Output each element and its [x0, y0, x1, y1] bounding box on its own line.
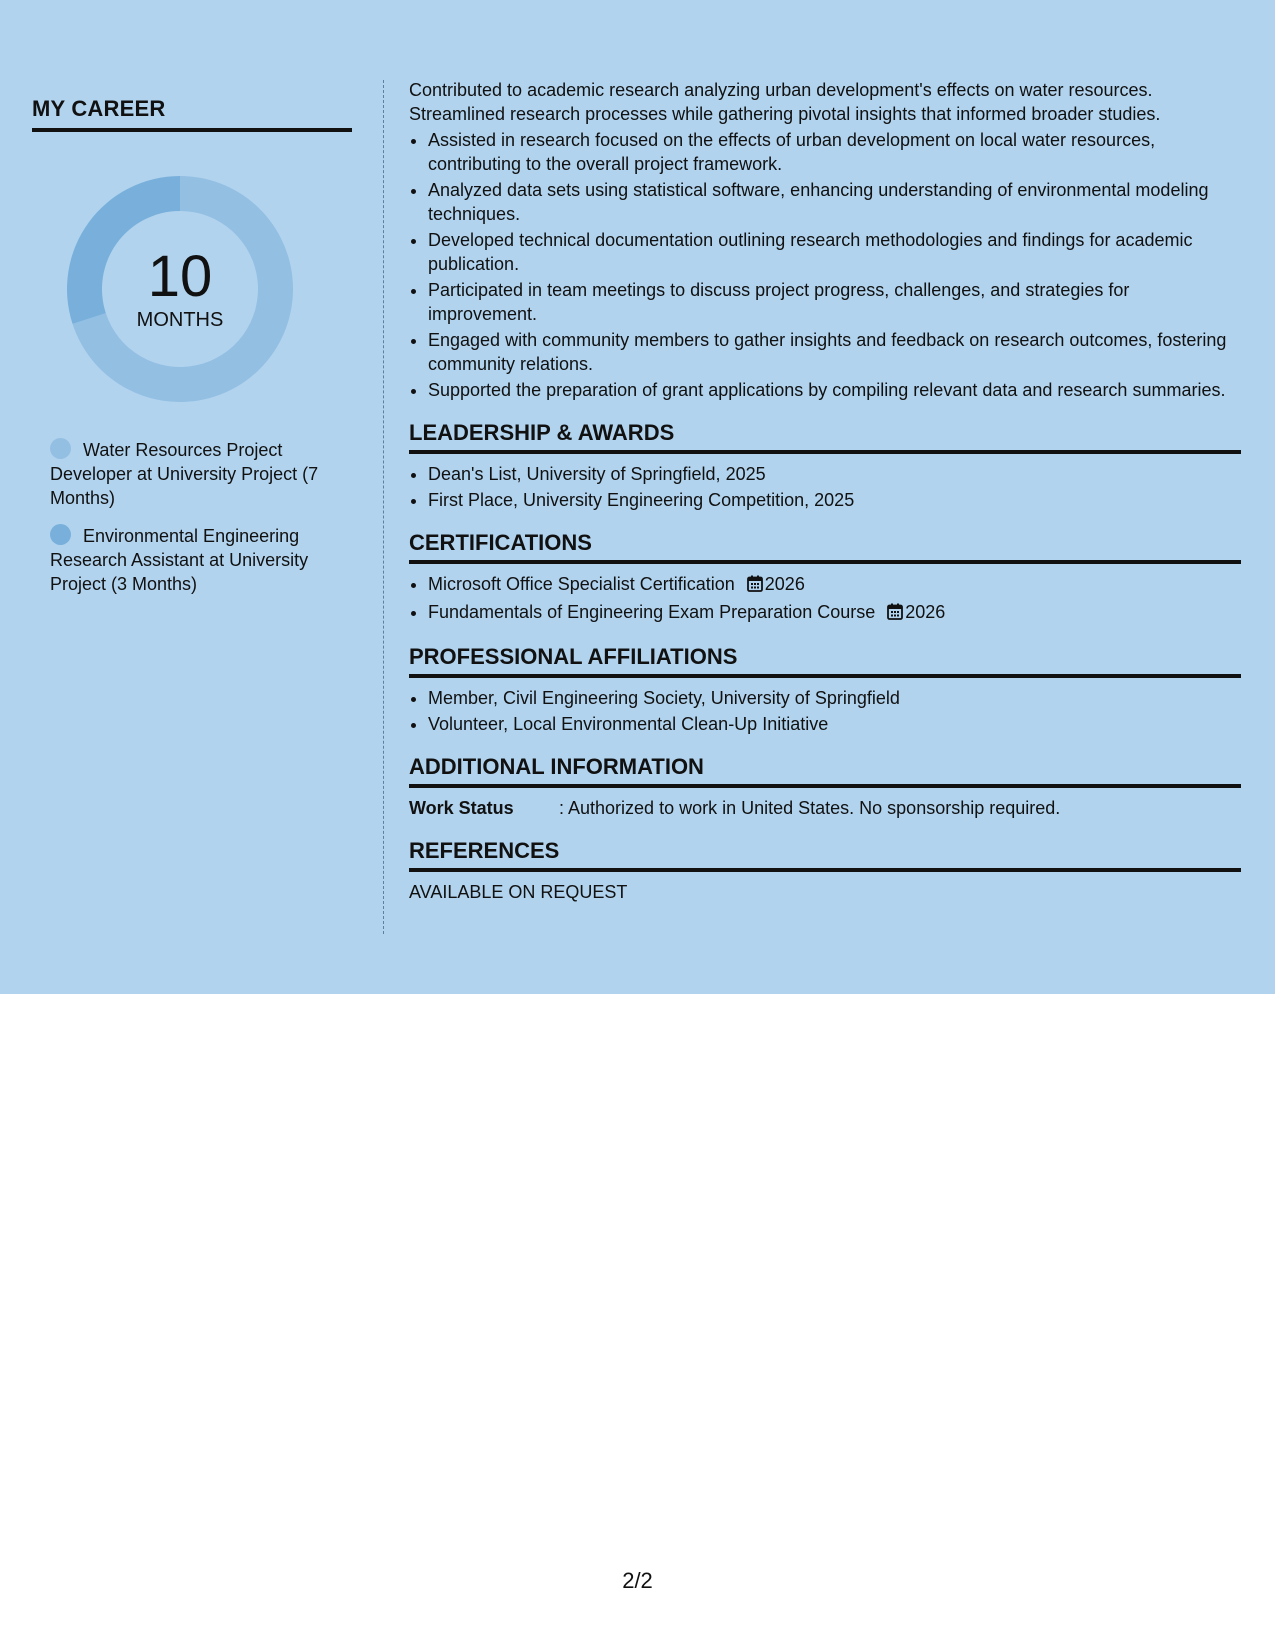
list-item: • Supported the preparation of grant applications by compiling relevant data and research summaries. — [428, 378, 1241, 402]
work-status-row — [409, 796, 1241, 820]
main-content — [409, 78, 1241, 904]
list-item: • First Place, University Engineering Competition, 2025 — [428, 488, 1241, 512]
legend-label: Environmental Engineering Research Assistant at University Project (3 Months) — [50, 526, 309, 594]
list-item: • Volunteer, Local Environmental Clean-Up Initiative — [428, 712, 1241, 736]
affiliations-list — [409, 686, 1241, 736]
legend-label: Water Resources Project Developer at University Project (7 Months) — [50, 440, 319, 508]
career-legend — [50, 438, 330, 596]
calendar-icon — [747, 574, 763, 598]
certification-year: 2026 — [764, 574, 805, 594]
list-item: • Member, Civil Engineering Society, University of Springfield — [428, 686, 1241, 710]
certification-name: Fundamentals of Engineering Exam Preparation Course — [428, 602, 876, 622]
career-heading: MY CAREER — [32, 96, 352, 132]
list-item: • Dean's List, University of Springfield, 2025 — [428, 462, 1241, 486]
work-status-label: Work Status — [409, 798, 514, 818]
certification-year: 2026 — [905, 602, 946, 622]
column-divider — [383, 80, 384, 934]
additional-info-heading: ADDITIONAL INFORMATION — [409, 754, 1241, 788]
page-number: 2/2 — [622, 1568, 653, 1593]
donut-center — [67, 176, 293, 402]
total-months-unit: MONTHS — [136, 309, 224, 331]
certification-name: Microsoft Office Specialist Certification — [428, 574, 735, 594]
references-heading: REFERENCES — [409, 838, 1241, 872]
certifications-heading: CERTIFICATIONS — [409, 530, 1241, 564]
list-item: • Participated in team meetings to discuss project progress, challenges, and strategies for improvement. — [428, 278, 1241, 326]
leadership-list — [409, 462, 1241, 512]
list-item: • Assisted in research focused on the effects of urban development on local water resources, contributing to the overall project framework. — [428, 128, 1241, 176]
leadership-heading: LEADERSHIP & AWARDS — [409, 420, 1241, 454]
calendar-icon — [887, 602, 903, 626]
total-months-number: 10 — [147, 244, 213, 309]
list-item — [428, 572, 1241, 598]
experience-bullets — [409, 128, 1241, 402]
list-item: • Engaged with community members to gather insights and feedback on research outcomes, fostering community relations. — [428, 328, 1241, 376]
list-item: • Developed technical documentation outlining research methodologies and findings for academic publication. — [428, 228, 1241, 276]
legend-item — [50, 438, 330, 510]
list-item — [428, 600, 1241, 626]
affiliations-heading: PROFESSIONAL AFFILIATIONS — [409, 644, 1241, 678]
career-sidebar — [32, 96, 352, 610]
legend-dot-icon — [50, 524, 71, 545]
references-text: AVAILABLE ON REQUEST — [409, 882, 628, 902]
certifications-list — [409, 572, 1241, 626]
list-item: • Analyzed data sets using statistical software, enhancing understanding of environmental modeling techniques. — [428, 178, 1241, 226]
legend-item — [50, 524, 330, 596]
experience-summary: Contributed to academic research analyzing urban development's effects on water resources. Streamlined research processes while gathering pivotal insights that informed broader studies. — [409, 80, 1161, 124]
career-donut-chart — [67, 176, 293, 402]
work-status-value: : Authorized to work in United States. No sponsorship required. — [559, 798, 1061, 818]
legend-dot-icon — [50, 438, 71, 459]
